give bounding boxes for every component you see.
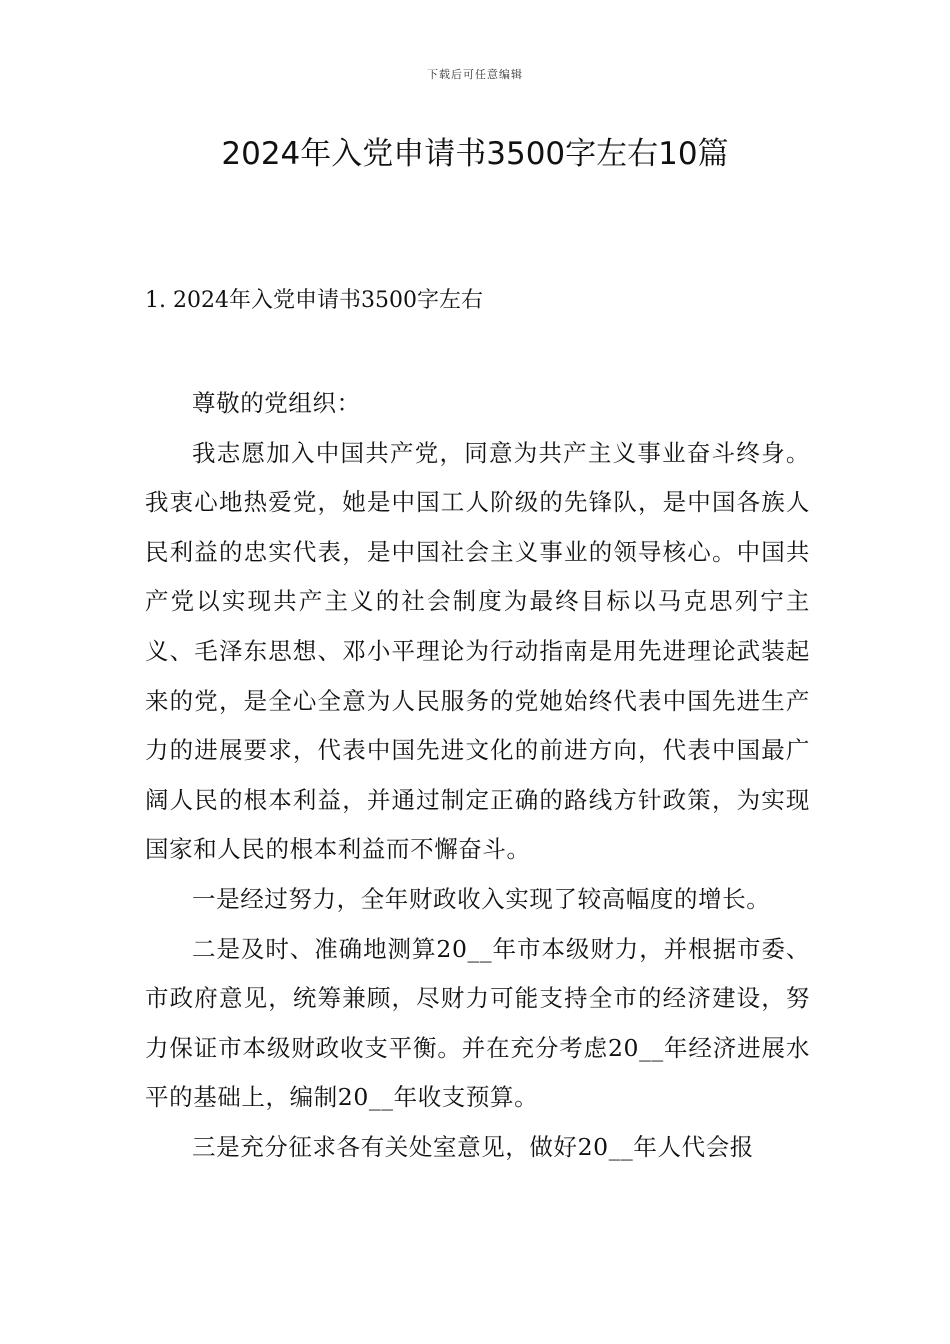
page-header-note: 下载后可任意编辑 [427, 68, 523, 81]
body-paragraph: 一是经过努力，全年财政收入实现了较高幅度的增长。 [192, 884, 771, 913]
document-body [145, 379, 810, 1173]
body-paragraph: 我志愿加入中国共产党，同意为共产主义事业奋斗终身。我衷心地热爱党，她是中国工人阶级的先锋队，是中国各族人民利益的忠实代表，是中国社会主义事业的领导核心。中国共产党以实现共产主义的社会制度为最终目标以马克思列宁主义、毛泽东思想、邓小平理论为行动指南是用先进理论武装起来的党，是全心全意为人民服务的党她始终代表中国先进生产力的进展要求，代表中国先进文化的前进方向，代表中国最广阔人民的根本利益，并通过制定正确的路线方针政策，为实现国家和人民的根本利益而不懈奋斗。 [145, 438, 810, 864]
section-heading: 1. 2024年入党申请书3500字左右 [145, 288, 483, 313]
body-paragraph: 三是充分征求各有关处室意见，做好20__年人代会报 [192, 1132, 754, 1161]
body-paragraph: 二是及时、准确地测算20__年市本级财力，并根据市委、市政府意见，统筹兼顾，尽财力可能支持全市的经济建设，努力保证市本级财政收支平衡。并在充分考虑20__年经济进展水平的基础上，编制20__年收支预算。 [145, 934, 810, 1112]
document-title: 2024年入党申请书3500字左右10篇 [221, 136, 729, 172]
salutation-paragraph: 尊敬的党组织： [192, 389, 361, 417]
